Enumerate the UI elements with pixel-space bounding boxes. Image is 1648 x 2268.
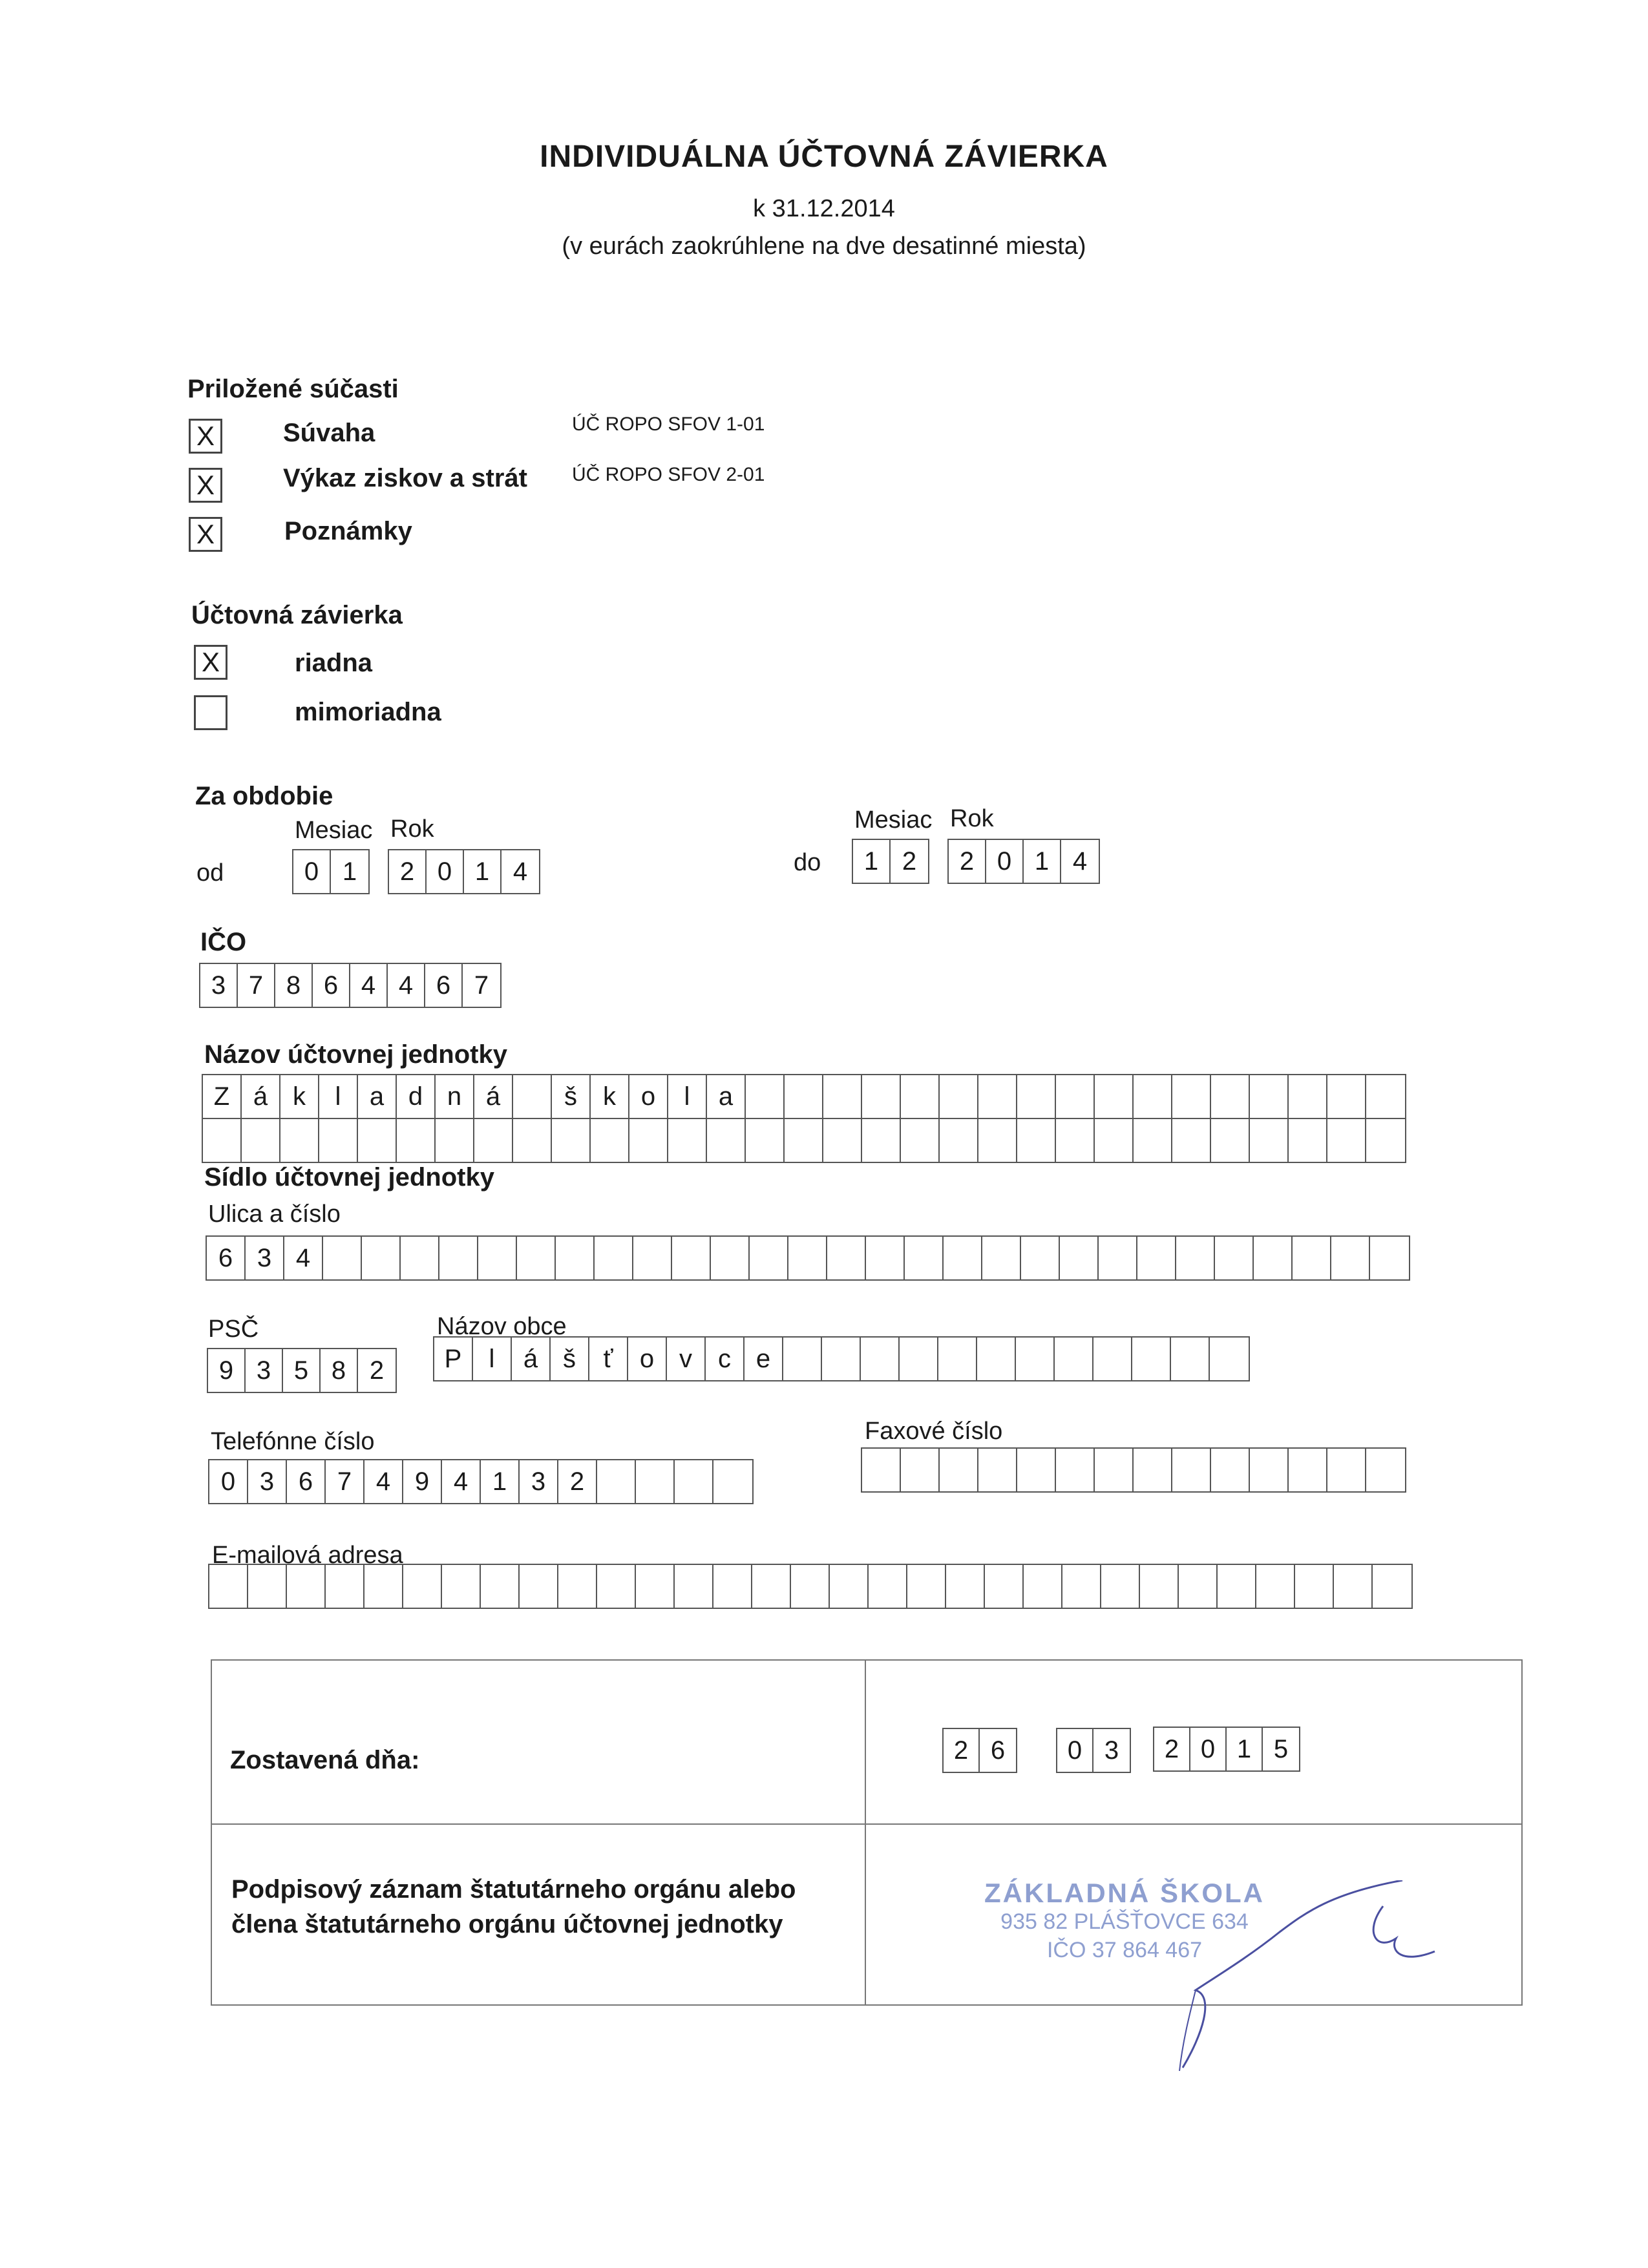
char-cell xyxy=(946,1565,985,1608)
char-cell: 3 xyxy=(248,1460,287,1503)
char-cell xyxy=(1218,1565,1256,1608)
char-cell xyxy=(636,1460,675,1503)
char-cell: á xyxy=(474,1075,513,1118)
char-cell: š xyxy=(552,1075,591,1118)
char-cell xyxy=(591,1119,629,1162)
char-cell xyxy=(595,1237,633,1279)
char-cell xyxy=(862,1449,901,1491)
char-cell xyxy=(1179,1565,1218,1608)
char-cell xyxy=(940,1075,978,1118)
closing-label-mimoriadna: mimoriadna xyxy=(295,698,441,726)
char-cell: v xyxy=(667,1338,706,1380)
char-cell xyxy=(633,1237,672,1279)
entity-name-field[interactable] xyxy=(202,1074,1406,1163)
char-cell xyxy=(785,1119,823,1162)
char-cell xyxy=(1370,1237,1409,1279)
char-cell: o xyxy=(629,1075,668,1118)
char-cell xyxy=(1366,1119,1405,1162)
char-cell xyxy=(1134,1075,1172,1118)
digit-cell: 4 xyxy=(388,964,425,1007)
char-cell: 2 xyxy=(369,1356,385,1385)
char-cell xyxy=(209,1565,248,1608)
char-cell xyxy=(1017,1075,1056,1118)
char-cell: 6 xyxy=(207,1237,246,1279)
digit-cell: 4 xyxy=(1072,846,1088,876)
char-cell xyxy=(397,1119,436,1162)
char-cell xyxy=(1132,1338,1171,1380)
char-cell: k xyxy=(280,1075,319,1118)
char-cell: 3 xyxy=(246,1237,284,1279)
char-cell xyxy=(597,1460,636,1503)
attachments-heading: Priložené súčasti xyxy=(187,375,399,403)
entity-name-label: Názov účtovnej jednotky xyxy=(204,1040,507,1069)
char-cell xyxy=(319,1119,358,1162)
char-cell xyxy=(977,1338,1016,1380)
char-cell: o xyxy=(628,1338,667,1380)
char-cell: 9 xyxy=(403,1460,442,1503)
char-cell xyxy=(636,1565,675,1608)
char-cell: 1 xyxy=(1227,1728,1263,1770)
char-cell xyxy=(869,1565,907,1608)
char-cell xyxy=(248,1565,287,1608)
char-cell xyxy=(1331,1237,1370,1279)
checkbox-riadna[interactable]: X xyxy=(194,645,227,680)
char-cell xyxy=(439,1237,478,1279)
char-cell xyxy=(403,1565,442,1608)
char-cell xyxy=(822,1338,861,1380)
digit-cell: 1 xyxy=(853,840,891,883)
ico-label: IČO xyxy=(200,928,247,956)
char-cell xyxy=(401,1237,439,1279)
char-cell: a xyxy=(358,1075,397,1118)
char-cell xyxy=(1017,1449,1056,1491)
digit-cell: 6 xyxy=(425,964,463,1007)
char-cell xyxy=(1024,1565,1062,1608)
char-cell xyxy=(788,1237,827,1279)
to-month-field[interactable] xyxy=(852,839,929,884)
char-cell xyxy=(713,1565,752,1608)
char-cell xyxy=(707,1119,746,1162)
char-cell xyxy=(901,1449,940,1491)
char-cell xyxy=(1295,1565,1334,1608)
to-year-field[interactable] xyxy=(947,839,1100,884)
digit-cell: 0 xyxy=(293,850,331,893)
digit-cell: 0 xyxy=(986,840,1024,883)
char-cell xyxy=(203,1119,242,1162)
char-cell xyxy=(1093,1338,1132,1380)
char-cell xyxy=(1099,1237,1137,1279)
closing-heading: Účtovná závierka xyxy=(191,601,403,629)
digit-cell: 7 xyxy=(238,964,275,1007)
char-cell: a xyxy=(707,1075,746,1118)
compiled-year-field[interactable] xyxy=(1153,1727,1300,1772)
char-cell: l xyxy=(668,1075,707,1118)
char-cell xyxy=(1327,1449,1366,1491)
char-cell: 2 xyxy=(1154,1728,1190,1770)
char-cell: ť xyxy=(589,1338,628,1380)
char-cell xyxy=(517,1237,556,1279)
document-title: INDIVIDUÁLNA ÚČTOVNÁ ZÁVIERKA xyxy=(540,140,1108,174)
char-cell xyxy=(1055,1338,1093,1380)
char-cell: 0 xyxy=(209,1460,248,1503)
digit-cell: 1 xyxy=(464,850,502,893)
char-cell xyxy=(1101,1565,1140,1608)
char-cell xyxy=(982,1237,1021,1279)
city-field[interactable] xyxy=(433,1336,1250,1381)
char-cell xyxy=(1017,1119,1056,1162)
char-cell: á xyxy=(242,1075,280,1118)
char-cell: 2 xyxy=(558,1460,597,1503)
char-cell xyxy=(552,1119,591,1162)
fax-label: Faxové číslo xyxy=(865,1418,1003,1445)
char-cell xyxy=(901,1119,940,1162)
char-cell xyxy=(1211,1075,1250,1118)
char-cell xyxy=(668,1119,707,1162)
char-cell: d xyxy=(397,1075,436,1118)
char-cell xyxy=(629,1119,668,1162)
period-heading: Za obdobie xyxy=(195,782,333,810)
char-cell xyxy=(364,1565,403,1608)
char-cell xyxy=(900,1338,938,1380)
char-cell xyxy=(866,1237,905,1279)
char-cell xyxy=(1060,1237,1099,1279)
char-cell xyxy=(978,1119,1017,1162)
char-cell xyxy=(1095,1449,1134,1491)
from-year-label: Rok xyxy=(390,815,434,843)
char-cell xyxy=(823,1119,862,1162)
checkbox-vykaz[interactable]: X xyxy=(189,468,222,503)
fax-field[interactable] xyxy=(861,1447,1406,1493)
char-cell: 1 xyxy=(481,1460,520,1503)
char-cell xyxy=(1366,1449,1405,1491)
phone-field[interactable] xyxy=(208,1459,754,1504)
char-cell xyxy=(520,1565,558,1608)
street-field[interactable] xyxy=(206,1235,1410,1281)
char-cell xyxy=(907,1565,946,1608)
char-cell xyxy=(478,1237,517,1279)
char-cell xyxy=(1172,1119,1211,1162)
char-cell xyxy=(862,1119,901,1162)
digit-cell: 2 xyxy=(902,846,917,876)
char-cell xyxy=(1289,1449,1327,1491)
digit-cell: 0 xyxy=(427,850,464,893)
char-cell xyxy=(785,1075,823,1118)
char-cell: k xyxy=(591,1075,629,1118)
digit-cell: 3 xyxy=(200,964,238,1007)
char-cell xyxy=(1254,1237,1293,1279)
char-cell xyxy=(362,1237,401,1279)
currency-note: (v eurách zaokrúhlene na dve desatinné miesta) xyxy=(562,233,1086,260)
char-cell xyxy=(326,1565,364,1608)
char-cell xyxy=(978,1075,1017,1118)
char-cell: 6 xyxy=(287,1460,326,1503)
char-cell xyxy=(1256,1565,1295,1608)
signature-label-line2: člena štatutárneho orgánu účtovnej jednotky xyxy=(231,1910,783,1938)
char-cell xyxy=(1373,1565,1411,1608)
email-field[interactable] xyxy=(208,1564,1413,1609)
compiled-month-field[interactable] xyxy=(1056,1728,1131,1773)
char-cell xyxy=(1211,1449,1250,1491)
digit-cell: 4 xyxy=(512,857,528,886)
char-cell: 2 xyxy=(944,1729,980,1772)
char-cell xyxy=(985,1565,1024,1608)
char-cell: 6 xyxy=(990,1736,1006,1765)
char-cell: 7 xyxy=(326,1460,364,1503)
from-year-field[interactable] xyxy=(388,849,540,894)
char-cell: e xyxy=(745,1338,783,1380)
date-line: k 31.12.2014 xyxy=(753,195,895,222)
char-cell: 5 xyxy=(1273,1734,1289,1763)
char-cell xyxy=(1095,1119,1134,1162)
char-cell: c xyxy=(706,1338,745,1380)
char-cell: 0 xyxy=(1190,1728,1227,1770)
char-cell xyxy=(711,1237,750,1279)
char-cell: 0 xyxy=(1057,1729,1093,1772)
table-divider-horizontal xyxy=(211,1823,1523,1825)
char-cell xyxy=(1134,1119,1172,1162)
signature-scribble xyxy=(1176,1880,1448,2074)
char-cell xyxy=(746,1075,785,1118)
char-cell xyxy=(474,1119,513,1162)
char-cell: 5 xyxy=(283,1349,321,1392)
char-cell: n xyxy=(436,1075,474,1118)
char-cell xyxy=(1056,1449,1095,1491)
zip-label: PSČ xyxy=(208,1316,259,1343)
char-cell: l xyxy=(473,1338,512,1380)
stamp-line2: 935 82 PLÁŠŤOVCE 634 xyxy=(1000,1909,1249,1934)
attachment-label-poznamky: Poznámky xyxy=(284,517,412,545)
seat-label: Sídlo účtovnej jednotky xyxy=(204,1163,494,1192)
char-cell xyxy=(1327,1119,1366,1162)
char-cell xyxy=(791,1565,830,1608)
checkbox-poznamky[interactable]: X xyxy=(189,517,222,552)
from-label: od xyxy=(196,859,224,887)
char-cell xyxy=(287,1565,326,1608)
char-cell xyxy=(940,1119,978,1162)
char-cell xyxy=(242,1119,280,1162)
digit-cell: 2 xyxy=(389,850,427,893)
char-cell xyxy=(940,1449,978,1491)
to-month-label: Mesiac xyxy=(854,806,933,834)
char-cell xyxy=(823,1075,862,1118)
signature-label-line1: Podpisový záznam štatutárneho orgánu alebo xyxy=(231,1875,796,1904)
char-cell xyxy=(481,1565,520,1608)
char-cell xyxy=(827,1237,866,1279)
char-cell xyxy=(861,1338,900,1380)
ico-field[interactable] xyxy=(199,963,502,1008)
char-cell: š xyxy=(551,1338,589,1380)
char-cell xyxy=(1210,1338,1249,1380)
char-cell: 4 xyxy=(442,1460,481,1503)
char-cell xyxy=(1171,1338,1210,1380)
from-month-field[interactable] xyxy=(292,849,370,894)
char-cell xyxy=(1293,1237,1331,1279)
char-cell xyxy=(1056,1119,1095,1162)
attachment-code-vykaz: ÚČ ROPO SFOV 2-01 xyxy=(572,464,765,485)
char-cell xyxy=(1021,1237,1060,1279)
char-cell xyxy=(1250,1449,1289,1491)
char-cell xyxy=(556,1237,595,1279)
char-cell xyxy=(1215,1237,1254,1279)
char-cell xyxy=(1250,1075,1289,1118)
char-cell xyxy=(323,1237,362,1279)
digit-cell: 2 xyxy=(949,840,986,883)
char-cell xyxy=(1016,1338,1055,1380)
char-cell: Z xyxy=(203,1075,242,1118)
char-cell xyxy=(862,1075,901,1118)
char-cell xyxy=(1366,1075,1405,1118)
to-label: do xyxy=(794,849,821,876)
char-cell xyxy=(280,1119,319,1162)
char-cell: 3 xyxy=(520,1460,558,1503)
digit-cell: 1 xyxy=(1024,840,1061,883)
compiled-label: Zostavená dňa: xyxy=(230,1746,420,1774)
checkbox-suvaha[interactable]: X xyxy=(189,419,222,454)
digit-cell: 1 xyxy=(342,857,357,886)
digit-cell: 7 xyxy=(474,971,489,1000)
char-cell: P xyxy=(434,1338,473,1380)
char-cell xyxy=(752,1565,791,1608)
char-cell xyxy=(1211,1119,1250,1162)
char-cell xyxy=(1334,1565,1373,1608)
char-cell xyxy=(713,1460,752,1503)
char-cell xyxy=(442,1565,481,1608)
char-cell xyxy=(672,1237,711,1279)
attachment-label-suvaha: Súvaha xyxy=(283,419,375,447)
char-cell xyxy=(436,1119,474,1162)
char-cell xyxy=(358,1119,397,1162)
email-label: E-mailová adresa xyxy=(212,1542,403,1569)
table-divider-vertical xyxy=(865,1659,866,2006)
char-cell xyxy=(1176,1237,1215,1279)
checkbox-mimoriadna[interactable] xyxy=(194,695,227,730)
char-cell: l xyxy=(319,1075,358,1118)
char-cell: 8 xyxy=(321,1349,358,1392)
street-label: Ulica a číslo xyxy=(208,1201,341,1228)
stamp-line3: IČO 37 864 467 xyxy=(1046,1938,1203,1962)
char-cell xyxy=(750,1237,788,1279)
closing-label-riadna: riadna xyxy=(295,649,373,677)
char-cell xyxy=(558,1565,597,1608)
char-cell xyxy=(1134,1449,1172,1491)
char-cell xyxy=(905,1237,944,1279)
to-year-label: Rok xyxy=(950,805,994,832)
digit-cell: 6 xyxy=(313,964,350,1007)
char-cell xyxy=(675,1460,713,1503)
from-month-label: Mesiac xyxy=(295,817,373,844)
char-cell xyxy=(1172,1449,1211,1491)
char-cell: 4 xyxy=(284,1237,323,1279)
char-cell xyxy=(1250,1119,1289,1162)
char-cell xyxy=(938,1338,977,1380)
char-cell xyxy=(783,1338,822,1380)
char-cell: 3 xyxy=(1104,1736,1119,1765)
char-cell xyxy=(944,1237,982,1279)
char-cell xyxy=(1137,1237,1176,1279)
char-cell xyxy=(746,1119,785,1162)
attachment-label-vykaz: Výkaz ziskov a strát xyxy=(283,464,527,492)
char-cell: 4 xyxy=(364,1460,403,1503)
char-cell xyxy=(675,1565,713,1608)
char-cell xyxy=(1327,1075,1366,1118)
char-cell xyxy=(1140,1565,1179,1608)
attachment-code-suvaha: ÚČ ROPO SFOV 1-01 xyxy=(572,414,765,435)
char-cell xyxy=(1062,1565,1101,1608)
stamp-line1: ZÁKLADNÁ ŠKOLA xyxy=(984,1878,1265,1908)
digit-cell: 8 xyxy=(275,964,313,1007)
char-cell xyxy=(1289,1119,1327,1162)
char-cell: á xyxy=(512,1338,551,1380)
digit-cell: 4 xyxy=(350,964,388,1007)
char-cell xyxy=(1289,1075,1327,1118)
char-cell: 9 xyxy=(208,1349,246,1392)
char-cell xyxy=(513,1119,552,1162)
char-cell xyxy=(1172,1075,1211,1118)
char-cell xyxy=(513,1075,552,1118)
char-cell xyxy=(1056,1075,1095,1118)
char-cell xyxy=(901,1075,940,1118)
zip-field[interactable] xyxy=(207,1348,397,1393)
city-label: Názov obce xyxy=(437,1313,567,1340)
phone-label: Telefónne číslo xyxy=(211,1428,375,1455)
char-cell xyxy=(1095,1075,1134,1118)
char-cell xyxy=(597,1565,636,1608)
char-cell: 3 xyxy=(246,1349,283,1392)
char-cell xyxy=(830,1565,869,1608)
char-cell xyxy=(978,1449,1017,1491)
compiled-day-field[interactable] xyxy=(942,1728,1017,1773)
